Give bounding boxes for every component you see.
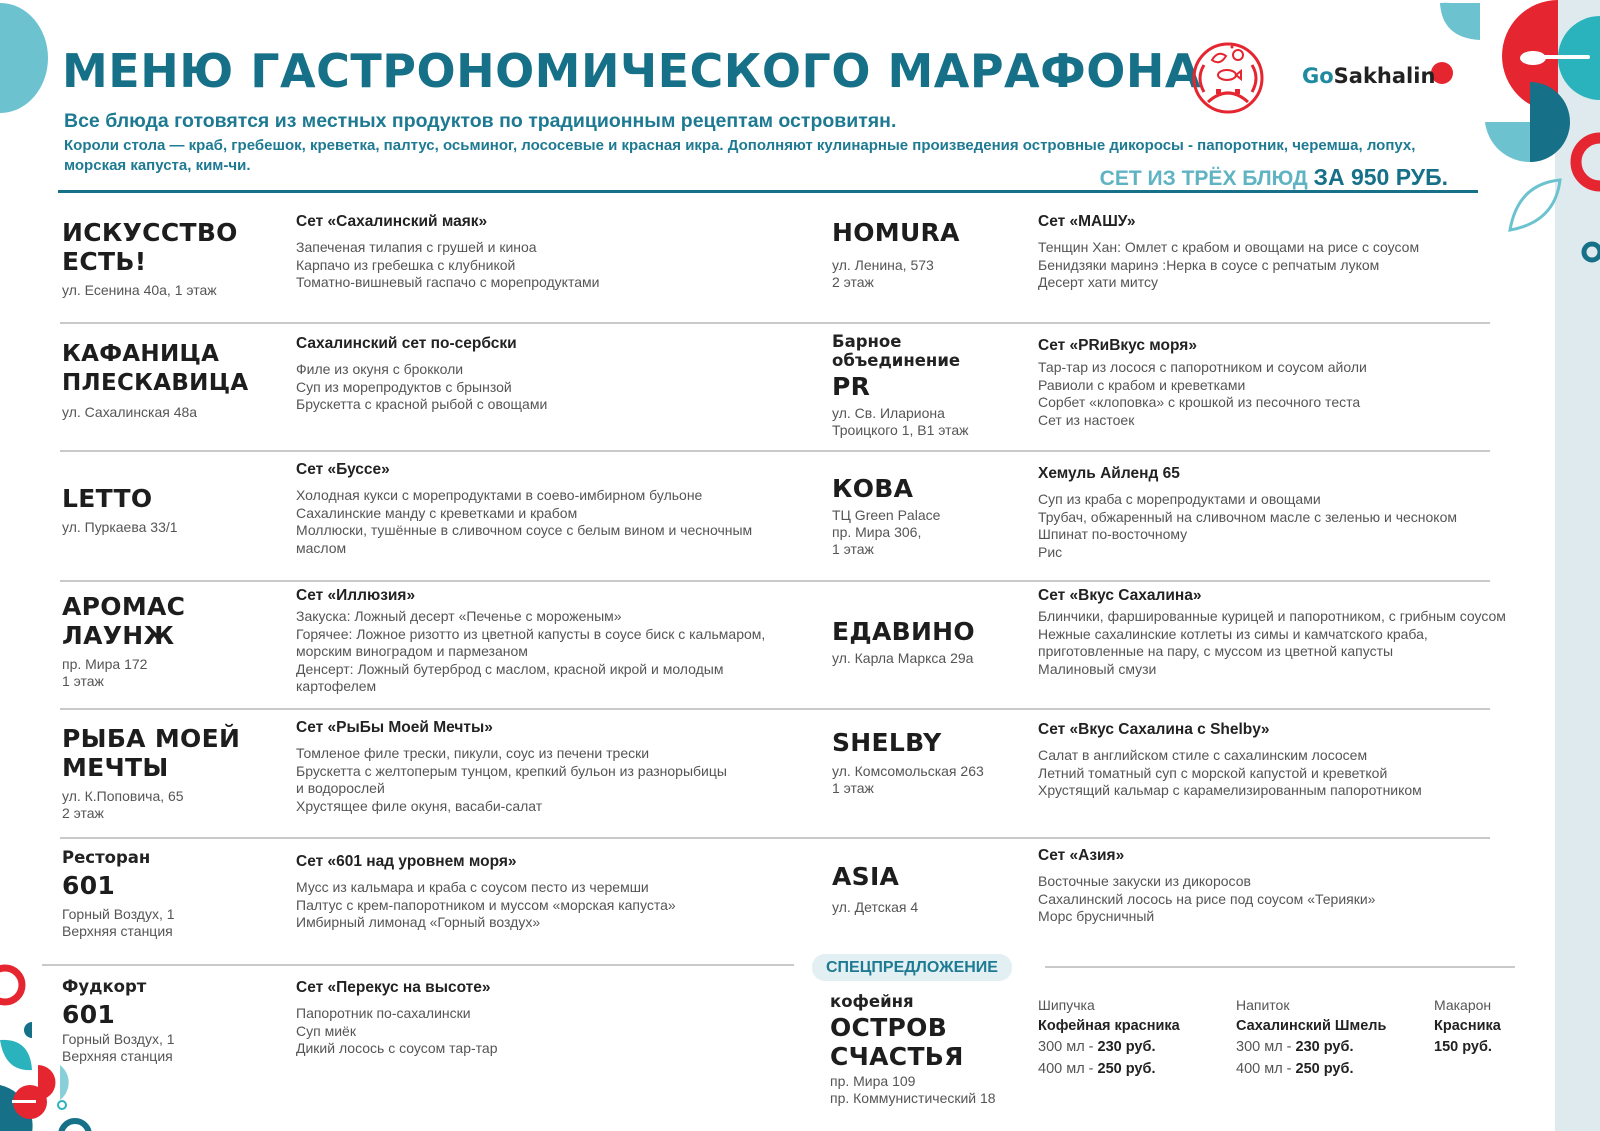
venue-name: ASIA [832, 862, 900, 891]
venue-address [62, 788, 292, 822]
price-value: 250 руб. [1097, 1061, 1156, 1077]
row-divider [60, 322, 802, 324]
venue-name: 601 [62, 871, 116, 900]
set-title: Сет «PRиВкус моря» [1038, 337, 1197, 354]
venue-address: ул. Пуркаева 33/1 [62, 519, 178, 535]
set-menu [296, 978, 796, 1058]
set-title: Сахалинский сет по-сербски [296, 335, 517, 352]
set-title: Сет «МАШУ» [1038, 213, 1136, 230]
dish-item: Холодная кукси с морепродуктами в соево-имбирном бульоне [296, 487, 703, 503]
venue-info [832, 218, 1022, 291]
special-item-type: Шипучка [1038, 997, 1095, 1013]
special-divider [1045, 966, 1515, 968]
dish-item: Блинчики, фаршированные курицей и папоротником, с грибным соусом [1038, 608, 1506, 624]
page-subtitle: Все блюда готовятся из местных продуктов по традиционным рецептам островитян. [64, 110, 897, 132]
set-title: Сет «Азия» [1038, 847, 1125, 864]
special-item-price [1434, 1036, 1544, 1058]
row-divider [60, 708, 802, 710]
dish-item: Суп из краба с морепродуктами и овощами [1038, 491, 1321, 507]
venue-info [62, 592, 282, 690]
set-menu [1038, 846, 1518, 926]
dish-item: Томатно-вишневый гаспачо с морепродуктами [296, 274, 600, 290]
venue-address-line: пр. Мира 109 [830, 1073, 916, 1089]
set-menu [296, 460, 796, 557]
venue-address-line: пр. Коммунистический 18 [830, 1090, 996, 1106]
venue-address-line: ТЦ Green Palace [832, 507, 941, 523]
row-divider [802, 322, 1490, 324]
set-title: Сет «601 над уровнем моря» [296, 853, 517, 870]
venue-name: 601 [62, 1000, 116, 1029]
dish-item: Денсерт: Ложный бутерброд с маслом, красной икрой и молодым картофелем [296, 660, 724, 694]
price-volume: 300 мл - [1236, 1039, 1296, 1055]
price-value: 230 руб. [1295, 1039, 1354, 1055]
dish-item: Салат в английском стиле с сахалинским лососем [1038, 747, 1368, 763]
venue-address [62, 1031, 282, 1065]
dish-item: Моллюски, тушённые в сливочном соусе с белым вином и чесночным маслом [296, 522, 753, 556]
price-value: 230 руб. [1097, 1039, 1156, 1055]
set-price-banner [1100, 164, 1448, 191]
dish-item: Закуска: Ложный десерт «Печенье с мороженым» [296, 608, 622, 624]
venue-address-line: ул. Св. Илариона [832, 405, 945, 421]
venue-info [832, 332, 1022, 439]
set-title: Хемуль Айленд 65 [1038, 465, 1180, 482]
special-item-price [1236, 1058, 1426, 1080]
venue-info [62, 848, 282, 940]
special-item-type: Макарон [1434, 997, 1492, 1013]
row-divider [802, 708, 1490, 710]
page-description: Короли стола — краб, гребешок, креветка, палтус, осьминог, лососевые и красная икра. Дополняют кулинарные произведения островные дикоросы - папоротник, черемша, лопух, морская капуста, ким-чи. [64, 137, 1416, 174]
special-item-price [1038, 1058, 1228, 1080]
special-item-name: Кофейная красника [1038, 1018, 1180, 1034]
header-divider [58, 190, 1478, 193]
dish-item: Суп из морепродуктов с брынзой [296, 378, 512, 395]
venue-info [62, 724, 292, 822]
dish-item: Карпачо из гребешка с клубникой [296, 256, 516, 273]
dish-item: Брускетта с желтоперым тунцом, крепкий бульон из разнорыбицы и водорослей [296, 762, 727, 796]
dish-item: Рис [1038, 543, 1063, 560]
venue-name: SHELBY [832, 728, 942, 757]
dish-item: Морс брусничный [1038, 908, 1155, 924]
set-menu [296, 718, 736, 815]
dish-item: Суп миёк [296, 1022, 356, 1039]
venue-type: Барное объединение [832, 332, 961, 370]
venue-address-line: ул. К.Поповича, 65 [62, 788, 184, 804]
venue-info [62, 340, 282, 421]
set-menu [1038, 464, 1558, 561]
price-value: 150 руб. [1434, 1039, 1492, 1055]
decorative-shape-top-left [0, 0, 60, 120]
row-divider [42, 964, 794, 966]
venue-address: ул. Есенина 40а, 1 этаж [62, 282, 217, 298]
set-menu [1038, 720, 1538, 800]
venue-info [832, 728, 1032, 797]
venue-name-line: СЧАСТЬЯ [830, 1042, 964, 1071]
venue-address-line: 2 этаж [832, 274, 874, 290]
set-title: Сет «Перекус на высоте» [296, 979, 491, 996]
dish-item: Тенщин Хан: Омлет с крабом и овощами на рисе с соусом [1038, 239, 1420, 255]
venue-address-line: Верхняя станция [62, 923, 173, 939]
venue-address-line: Горный Воздух, 1 [62, 906, 175, 922]
dish-item: Сахалинские манду с креветками и крабом [296, 504, 578, 521]
dish-item: Тар-тар из лосося с папоротником и соусом айоли [1038, 359, 1367, 375]
special-item [1236, 996, 1426, 1080]
brand-logo [1302, 64, 1435, 88]
venue-name: ЕДАВИНО [832, 617, 975, 646]
venue-address [832, 507, 1022, 558]
venue-info [832, 617, 1022, 667]
set-menu [1038, 336, 1518, 429]
venue-address: ул. Детская 4 [832, 899, 919, 915]
dish-item: Нежные сахалинские котлеты из симы и камчатского краба, приготовленные на пару, с муссом из цветной капусты [1038, 625, 1428, 659]
row-divider [802, 837, 1490, 839]
venue-address [832, 257, 1022, 291]
page-title: МЕНЮ ГАСТРОНОМИЧЕСКОГО МАРАФОНА [62, 44, 1201, 98]
dish-item: Сахалинский лосось на рисе под соусом «Терияки» [1038, 890, 1376, 907]
venue-address-line: Горный Воздух, 1 [62, 1031, 175, 1047]
brand-logo-rest: Sakhalin [1333, 64, 1436, 88]
dish-item: Трубач, обжаренный на сливочном масле с зеленью и чесноком [1038, 508, 1457, 525]
venue-address-line: пр. Мира 172 [62, 656, 148, 672]
venue-name: РЫБА МОЕЙ МЕЧТЫ [62, 724, 241, 782]
venue-address: ул. Карла Маркса 29а [832, 650, 974, 666]
venue-address-line: Троицкого 1, В1 этаж [832, 422, 969, 438]
special-item-price [1236, 1036, 1426, 1058]
set-menu [1038, 586, 1508, 678]
special-item-name: Сахалинский Шмель [1236, 1018, 1387, 1034]
venue-name: HOMURA [832, 218, 960, 247]
venue-address-line: 1 этаж [832, 541, 874, 557]
special-item-name: Красника [1434, 1018, 1501, 1034]
venue-address-line: пр. Мира 306, [832, 524, 922, 540]
set-menu [296, 586, 776, 696]
set-title: Сет «Буссе» [296, 461, 390, 478]
dish-item: Бенидзяки маринэ :Нерка в соусе с репчатым луком [1038, 256, 1380, 273]
dish-item: Томленое филе трески, пикули, соус из печени трески [296, 745, 650, 761]
dish-item: Сорбет «клоповка» с крошкой из песочного теста [1038, 394, 1361, 410]
price-volume: 400 мл - [1038, 1061, 1098, 1077]
dish-item: Брускетта с красной рыбой с овощами [296, 396, 548, 412]
row-divider [60, 837, 802, 839]
special-item-price [1038, 1036, 1228, 1058]
venue-info [62, 977, 282, 1065]
set-price-prefix: СЕТ ИЗ ТРЁХ БЛЮД [1099, 167, 1308, 190]
price-volume: 400 мл - [1236, 1061, 1296, 1077]
venue-info [832, 474, 1022, 558]
venue-name: АРОМАС ЛАУНЖ [62, 592, 186, 650]
venue-name: PR [832, 372, 871, 401]
venue-info [832, 862, 1022, 916]
dish-item: Летний томатный суп с морской капустой и креветкой [1038, 764, 1388, 781]
set-title: Сет «РыБы Моей Мечты» [296, 719, 493, 736]
row-divider [60, 450, 802, 452]
special-item [1434, 996, 1544, 1058]
brand-logo-go: Go [1302, 64, 1334, 88]
dish-item: Имбирный лимонад «Горный воздух» [296, 914, 541, 930]
dish-item: Равиоли с крабом и креветками [1038, 376, 1246, 393]
dish-item: Папоротник по-сахалински [296, 1005, 471, 1021]
venue-address-line: 2 этаж [62, 805, 104, 821]
venue-type: Ресторан [62, 848, 151, 867]
venue-name: КОВА [832, 474, 914, 503]
special-venue-info [830, 992, 1040, 1107]
row-divider [802, 580, 1490, 582]
dish-item: Палтус с крем-папоротником и муссом «морская капуста» [296, 896, 676, 913]
venue-address [832, 763, 1032, 797]
dish-item: Хрустящее филе окуня, васаби-салат [296, 797, 543, 814]
venue-name: КАФАНИЦА ПЛЕСКАВИЦА [62, 341, 249, 396]
set-title: Сет «Сахалинский маяк» [296, 213, 488, 230]
venue-address: ул. Сахалинская 48а [62, 404, 198, 420]
price-volume: 300 мл - [1038, 1039, 1098, 1055]
venue-name: LETTO [62, 484, 153, 513]
set-menu [296, 334, 796, 414]
venue-type: кофейня [830, 992, 914, 1011]
venue-address-line: ул. Комсомольская 263 [832, 763, 984, 779]
venue-info [62, 484, 282, 536]
venue-address [62, 656, 282, 690]
venue-address-line: 1 этаж [832, 780, 874, 796]
dish-item: Восточные закуски из дикоросов [1038, 873, 1251, 889]
dish-item: Мусс из кальмара и краба с соусом песто из черемши [296, 879, 649, 895]
venue-type: Фудкорт [62, 977, 147, 996]
set-menu [296, 212, 796, 292]
venue-address [832, 405, 1022, 439]
dish-item: Дикий лосось с соусом тар-тар [296, 1040, 498, 1056]
venue-name-line: ОСТРОВ [830, 1013, 948, 1042]
dish-item: Хрустящий кальмар с карамелизированным папоротником [1038, 782, 1422, 798]
dish-item: Шпинат по-восточному [1038, 526, 1188, 542]
set-menu [1038, 212, 1518, 292]
marathon-emblem-icon [1190, 40, 1266, 116]
set-title: Сет «Иллюзия» [296, 587, 416, 604]
row-divider [802, 450, 1490, 452]
dish-item: Филе из окуня с брокколи [296, 361, 464, 377]
venue-address [830, 1073, 1040, 1107]
venue-address [62, 906, 282, 940]
venue-name: ИСКУССТВО ЕСТЬ! [62, 218, 238, 276]
row-divider [60, 580, 802, 582]
dish-item: Малиновый смузи [1038, 660, 1157, 677]
set-price-value: ЗА 950 РУБ. [1313, 164, 1448, 190]
dish-item: Запеченая тилапия с грушей и киноа [296, 239, 537, 255]
price-value: 250 руб. [1295, 1061, 1354, 1077]
venue-info [62, 218, 282, 299]
set-title: Сет «Вкус Сахалина с Shelby» [1038, 721, 1270, 738]
special-offer-badge: СПЕЦПРЕДЛОЖЕНИЕ [812, 954, 1012, 981]
dish-item: Сет из настоек [1038, 411, 1135, 428]
dish-item: Десерт хати митсу [1038, 274, 1158, 290]
set-menu [296, 852, 796, 932]
dish-item: Горячее: Ложное ризотто из цветной капусты в соусе биск с кальмаром, морским виноградом и пармезаном [296, 625, 766, 659]
venue-address-line: 1 этаж [62, 673, 104, 689]
venue-address-line: ул. Ленина, 573 [832, 257, 934, 273]
special-item [1038, 996, 1228, 1080]
set-title: Сет «Вкус Сахалина» [1038, 587, 1202, 604]
venue-address-line: Верхняя станция [62, 1048, 173, 1064]
special-item-type: Напиток [1236, 997, 1290, 1013]
